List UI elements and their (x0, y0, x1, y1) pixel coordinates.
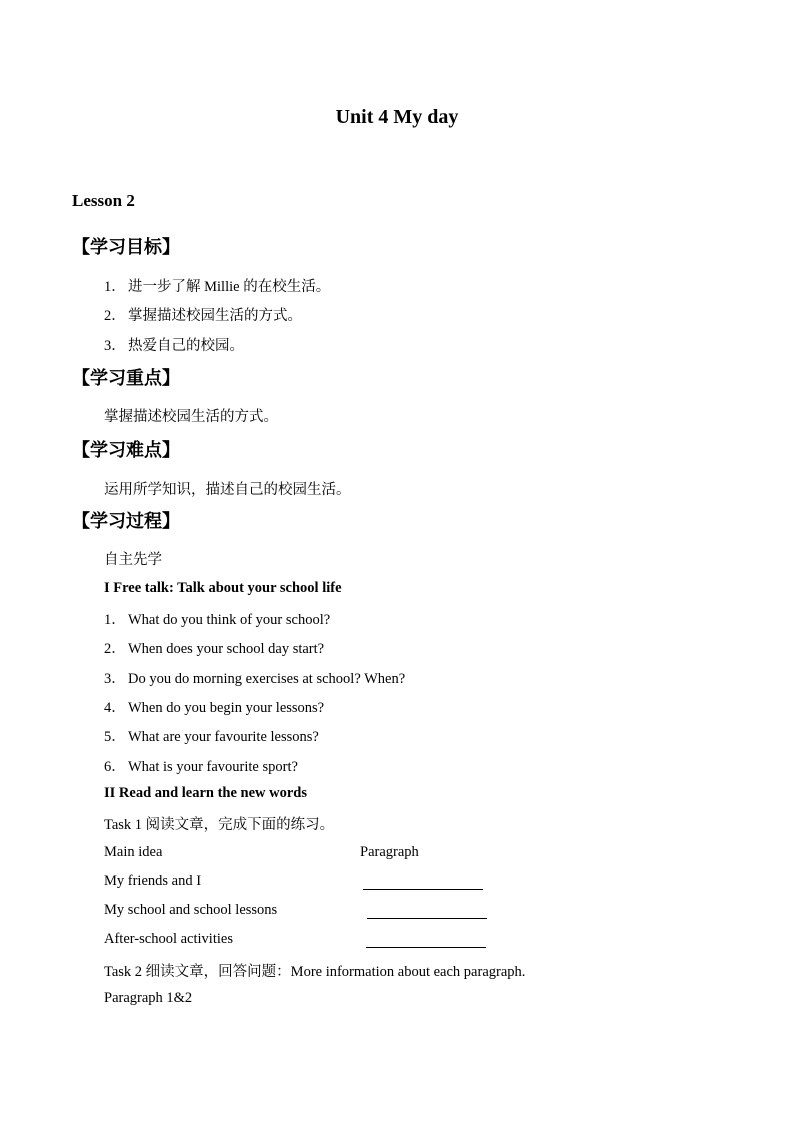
paragraph-header: Paragraph (360, 844, 419, 860)
question-item (104, 608, 330, 629)
self-study-label: 自主先学 (104, 552, 162, 568)
answer-blank[interactable] (366, 933, 486, 948)
question-text: When do you begin your lessons? (128, 700, 325, 716)
question-number: 3． (104, 671, 126, 687)
question-number: 5． (104, 729, 126, 745)
goal-item (104, 275, 330, 296)
key-points-text: 掌握描述校园生活的方式。 (104, 409, 278, 425)
question-item (104, 696, 324, 717)
free-talk-title: I Free talk: Talk about your school life (104, 580, 342, 596)
question-text: Do you do morning exercises at school? When? (128, 671, 406, 687)
goal-number: 2． (104, 308, 126, 324)
question-item (104, 725, 319, 746)
main-idea-row: My school and school lessons (104, 902, 278, 918)
difficulties-heading: 【学习难点】 (72, 440, 180, 460)
task1-instruction: Task 1 阅读文章，完成下面的练习。 (104, 817, 335, 833)
goal-item (104, 304, 302, 325)
page-title: Unit 4 My day (335, 106, 459, 128)
lesson-label: Lesson 2 (72, 191, 135, 210)
main-idea-row: My friends and I (104, 873, 202, 889)
goal-number: 3． (104, 338, 126, 354)
question-item (104, 637, 324, 658)
question-text: What are your favourite lessons? (128, 729, 319, 745)
answer-blank[interactable] (367, 904, 487, 919)
process-heading: 【学习过程】 (72, 511, 180, 531)
key-points-heading: 【学习重点】 (72, 368, 180, 388)
question-number: 4． (104, 700, 126, 716)
question-number: 6． (104, 759, 126, 775)
paragraph-reference: Paragraph 1&2 (104, 990, 193, 1006)
goal-number: 1． (104, 279, 126, 295)
read-learn-title: II Read and learn the new words (104, 785, 308, 801)
goal-text: 热爱自己的校园。 (128, 338, 244, 354)
goal-text: 掌握描述校园生活的方式。 (128, 308, 302, 324)
task2-instruction: Task 2 细读文章，回答问题：More information about each paragraph. (104, 964, 526, 980)
question-number: 1． (104, 612, 126, 628)
question-text: What do you think of your school? (128, 612, 331, 628)
question-number: 2． (104, 641, 126, 657)
goal-text: 进一步了解 Millie 的在校生活。 (128, 279, 331, 295)
answer-blank[interactable] (363, 875, 483, 890)
question-text: When does your school day start? (128, 641, 325, 657)
goal-item (104, 334, 244, 355)
question-item (104, 667, 405, 688)
question-text: What is your favourite sport? (128, 759, 298, 775)
question-item (104, 755, 298, 776)
goals-heading: 【学习目标】 (72, 237, 180, 257)
difficulties-text: 运用所学知识，描述自己的校园生活。 (104, 482, 351, 498)
main-idea-header: Main idea (104, 844, 163, 860)
main-idea-row: After-school activities (104, 931, 233, 947)
